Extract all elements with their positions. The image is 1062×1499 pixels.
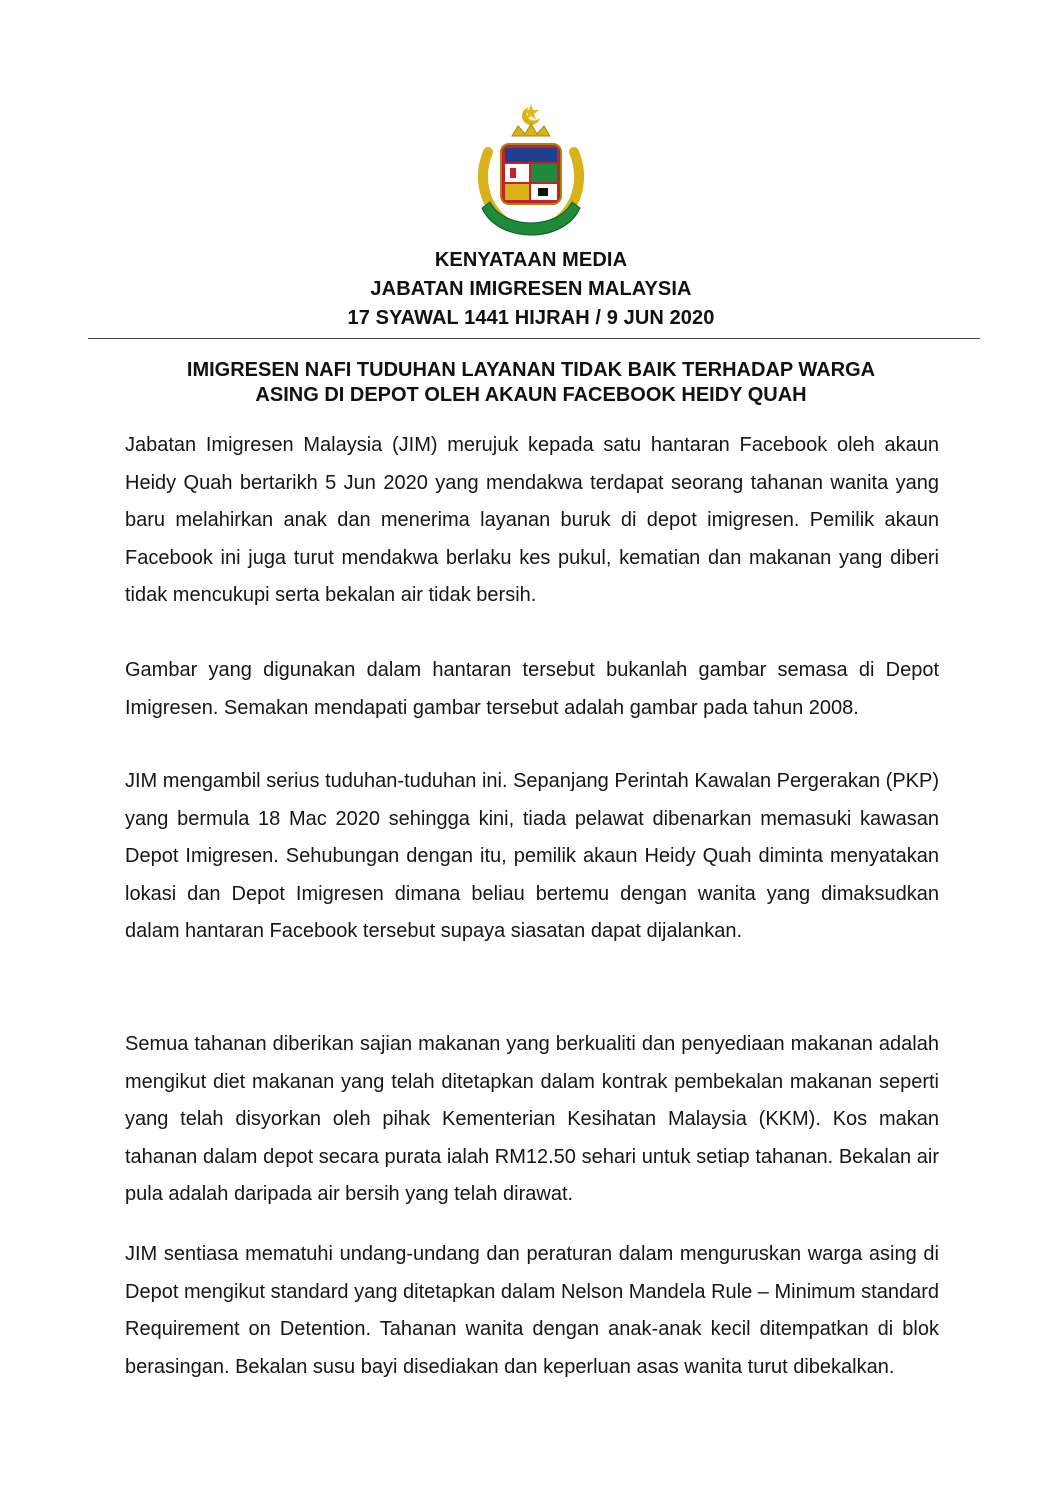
headline-line-1: IMIGRESEN NAFI TUDUHAN LAYANAN TIDAK BAIK TERHADAP WARGA (186, 359, 876, 381)
header-department: JABATAN IMIGRESEN MALAYSIA (370, 278, 692, 300)
headline-line-2: ASING DI DEPOT OLEH AKAUN FACEBOOK HEIDY QUAH (255, 384, 807, 406)
header-title: KENYATAAN MEDIA (434, 249, 628, 271)
headline (0, 358, 1062, 408)
body-paragraph-3: JIM mengambil serius tuduhan-tuduhan ini. Sepanjang Perintah Kawalan Pergerakan (PKP) yang bermula 18 Mac 2020 sehingga kini, tiada pelawat dibenarkan memasuki kawasan Depot Imigresen. Sehubungan dengan itu, pemilik akaun Heidy Quah diminta menyatakan lokasi dan Depot Imigresen dimana beliau bertemu dengan wanita yang dimaksudkan dalam hantaran Facebook tersebut supaya siasatan dapat dijalankan. (125, 770, 939, 942)
body-paragraph-5: JIM sentiasa mematuhi undang-undang dan peraturan dalam menguruskan warga asing di Depot mengikut standard yang ditetapkan dalam Nelson Mandela Rule – Minimum standard Requirement on Detention. Tahanan wanita dengan anak-anak kecil ditempatkan di blok berasingan. Bekalan susu bayi disediakan dan keperluan asas wanita turut dibekalkan. (125, 1243, 939, 1378)
imigresen-malaysia-crest-icon (468, 96, 594, 248)
header-block (0, 246, 1062, 333)
header-divider (88, 338, 980, 339)
header-date: 17 SYAWAL 1441 HIJRAH / 9 JUN 2020 (347, 307, 715, 329)
body-paragraph-1: Jabatan Imigresen Malaysia (JIM) merujuk kepada satu hantaran Facebook oleh akaun Heidy Quah bertarikh 5 Jun 2020 yang mendakwa terdapat seorang tahanan wanita yang baru melahirkan anak dan menerima layanan buruk di depot imigresen. Pemilik akaun Facebook ini juga turut mendakwa berlaku kes pukul, kematian dan makanan yang diberi tidak mencukupi serta bekalan air tidak bersih. (125, 434, 939, 606)
body-paragraph-2: Gambar yang digunakan dalam hantaran tersebut bukanlah gambar semasa di Depot Imigresen. Semakan mendapati gambar tersebut adalah gambar pada tahun 2008. (125, 659, 939, 719)
body-paragraph-4: Semua tahanan diberikan sajian makanan yang berkualiti dan penyediaan makanan adalah mengikut diet makanan yang telah ditetapkan dalam kontrak pembekalan makanan seperti yang telah disyorkan oleh pihak Kementerian Kesihatan Malaysia (KKM). Kos makan tahanan dalam depot secara purata ialah RM12.50 sehari untuk setiap tahanan. Bekalan air pula adalah daripada air bersih yang telah dirawat. (125, 1033, 939, 1205)
